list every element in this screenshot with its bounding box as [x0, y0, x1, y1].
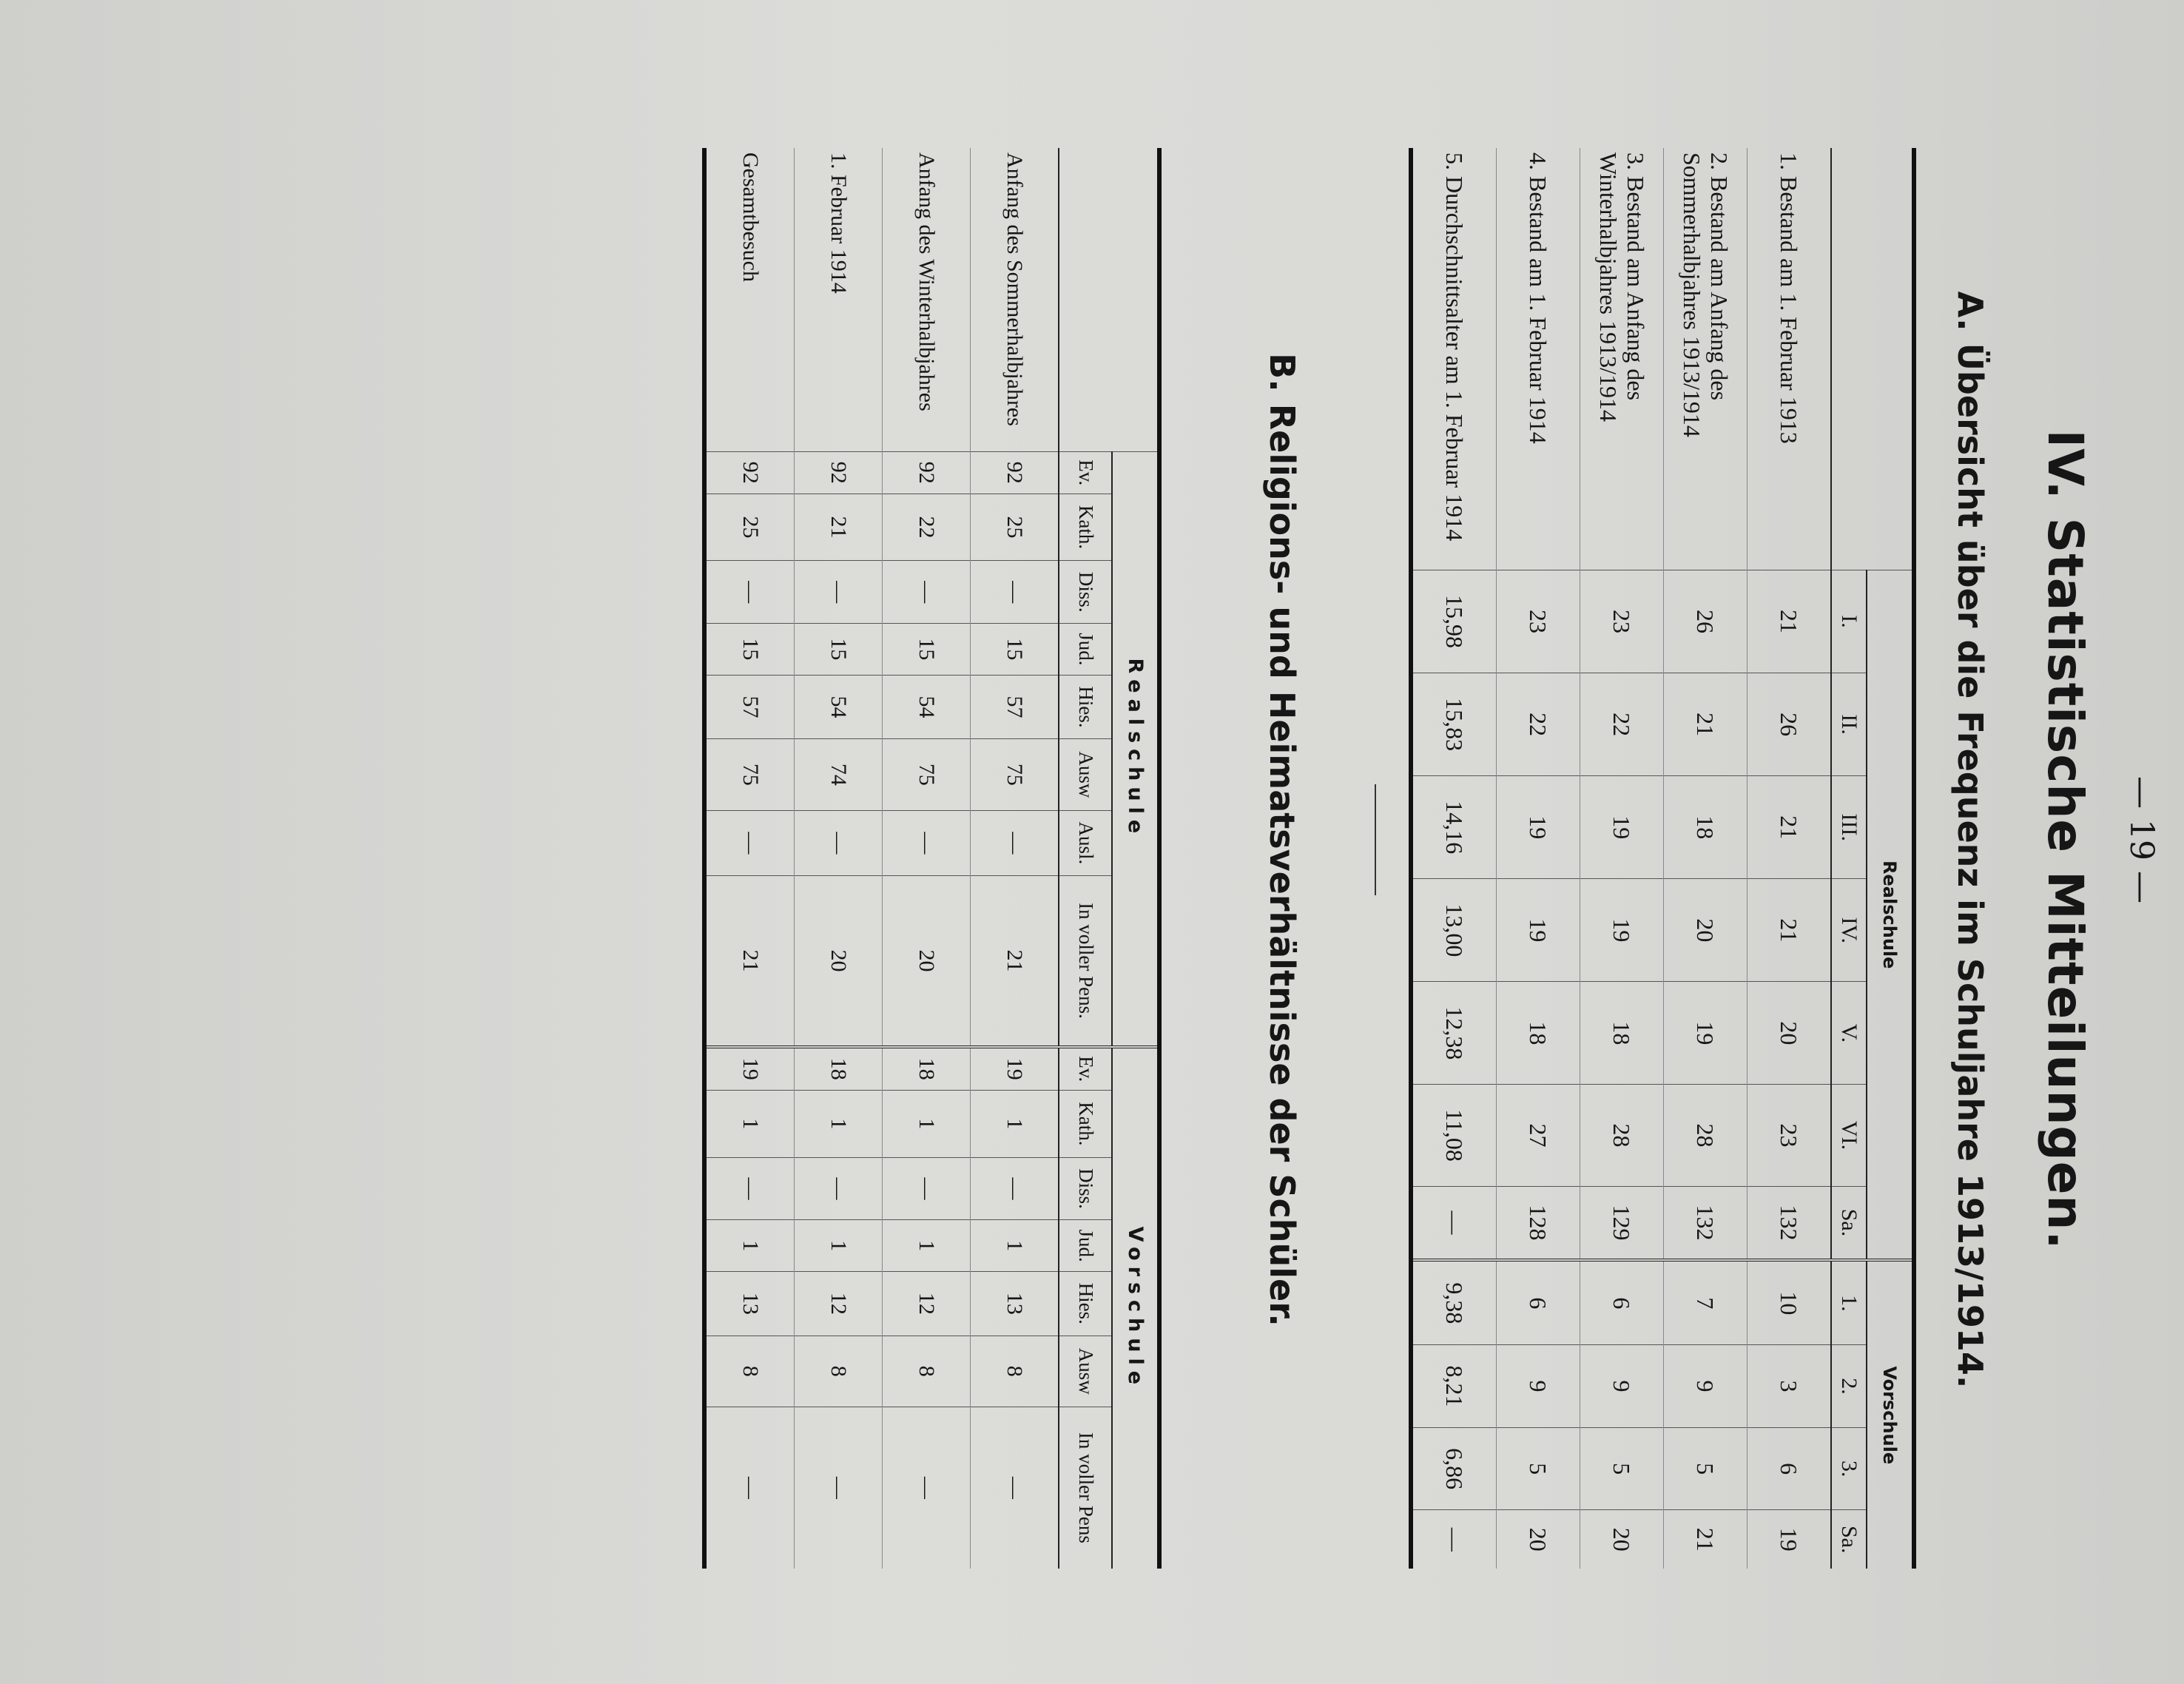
table-cell: 15,83 [1411, 673, 1497, 776]
table-cell: 21 [1747, 570, 1832, 673]
row-label: 5. Durchschnittsalter am 1. Februar 1914 [1411, 148, 1497, 570]
table-cell: 1 [971, 1090, 1059, 1157]
section-a-heading: A. Übersicht über die Frequenz im Schuljahre 1913/1914. [1950, 291, 1990, 1389]
table-cell: 22 [883, 494, 971, 561]
table-cell: 21 [1747, 879, 1832, 982]
table-cell: 6 [1747, 1427, 1832, 1510]
group-vorschule: Vorschule [1867, 1260, 1914, 1569]
table-cell: 13,00 [1411, 879, 1497, 982]
table-cell: 8,21 [1411, 1345, 1497, 1428]
table-cell: 19 [1580, 776, 1664, 879]
table-cell: 20 [795, 876, 883, 1047]
table-cell: 54 [795, 675, 883, 739]
table-cell: 92 [971, 452, 1059, 494]
table-cell: 1 [795, 1220, 883, 1272]
table-row [704, 148, 795, 1569]
table-cell: 20 [1497, 1510, 1580, 1569]
col-header: In voller Pens. [1059, 876, 1112, 1047]
col-header: Kath. [1059, 494, 1112, 561]
table-cell: 21 [704, 876, 795, 1047]
table-cell: 7 [1664, 1260, 1747, 1344]
table-row [1747, 148, 1832, 1569]
col-header: Ev. [1059, 452, 1112, 494]
table-cell: 19 [1497, 776, 1580, 879]
row-label: Anfang des Winterhalbjahres [883, 148, 971, 452]
table-cell: 13 [704, 1272, 795, 1336]
table-cell: 19 [1664, 982, 1747, 1085]
table-cell: 132 [1664, 1186, 1747, 1260]
table-row [883, 148, 971, 1569]
table-cell: 18 [1664, 776, 1747, 879]
table-cell: 25 [971, 494, 1059, 561]
col-header: Ausl. [1059, 810, 1112, 876]
table-cell: 20 [1747, 982, 1832, 1085]
row-label: 4. Bestand am 1. Februar 1914 [1497, 148, 1580, 570]
table-cell: 57 [971, 675, 1059, 739]
table-cell: — [704, 1407, 795, 1569]
table-cell: 19 [971, 1047, 1059, 1091]
table-cell: 28 [1580, 1085, 1664, 1186]
table-cell: — [883, 561, 971, 624]
table-cell: 27 [1497, 1085, 1580, 1186]
table-cell: 12 [883, 1272, 971, 1336]
table-cell: 22 [1497, 673, 1580, 776]
table-cell: 1 [795, 1090, 883, 1157]
table-cell: 22 [1580, 673, 1664, 776]
table-cell: 92 [795, 452, 883, 494]
row-label: 3. Bestand am Anfang des Winterhalbjahres 1913/1914 [1580, 148, 1664, 570]
row-label: 1. Bestand am 1. Februar 1913 [1747, 148, 1832, 570]
table-cell: 5 [1580, 1427, 1664, 1510]
table-cell: 8 [883, 1336, 971, 1407]
table-cell: 74 [795, 739, 883, 810]
table-cell: 13 [971, 1272, 1059, 1336]
table-cell: — [795, 1157, 883, 1220]
religion-table-body [704, 148, 1059, 1569]
table-cell: 9 [1664, 1345, 1747, 1428]
frequency-table [1409, 148, 1916, 1569]
table-cell: 6,86 [1411, 1427, 1497, 1510]
col-header: Ausw [1059, 739, 1112, 810]
table-cell: — [883, 1407, 971, 1569]
table-cell: 18 [883, 1047, 971, 1091]
table-row [1497, 148, 1580, 1569]
table-row [795, 148, 883, 1569]
table-cell: 132 [1747, 1186, 1832, 1260]
table-cell: 57 [704, 675, 795, 739]
table-cell: 19 [704, 1047, 795, 1091]
table-cell: 18 [795, 1047, 883, 1091]
page-number: — 19 — [2123, 776, 2160, 903]
col-header: Diss. [1059, 561, 1112, 624]
table-cell: 9,38 [1411, 1260, 1497, 1344]
table-cell: 15 [795, 623, 883, 675]
table-cell: — [1411, 1186, 1497, 1260]
table-cell: 3 [1747, 1345, 1832, 1428]
table-row [971, 148, 1059, 1569]
table-cell: 15,98 [1411, 570, 1497, 673]
table-cell: 19 [1497, 879, 1580, 982]
group-realschule: Realschule [1112, 452, 1159, 1047]
table-cell: 5 [1664, 1427, 1747, 1510]
table-cell: — [971, 810, 1059, 876]
col-header: I. [1831, 570, 1867, 673]
col-header: VI. [1831, 1085, 1867, 1186]
table-cell: 19 [1580, 879, 1664, 982]
table-cell: 26 [1664, 570, 1747, 673]
group-vorschule: Vorschule [1112, 1047, 1159, 1569]
table-cell: 6 [1497, 1260, 1580, 1344]
table-cell: — [883, 810, 971, 876]
table-cell: — [795, 810, 883, 876]
table-cell: 21 [1664, 673, 1747, 776]
table-cell: 8 [704, 1336, 795, 1407]
label-header [1059, 148, 1159, 452]
table-cell: 1 [704, 1090, 795, 1157]
table-cell: 9 [1580, 1345, 1664, 1428]
table-cell: — [971, 1407, 1059, 1569]
label-header [1831, 148, 1914, 570]
table-cell: 5 [1497, 1427, 1580, 1510]
table-cell: — [883, 1157, 971, 1220]
col-header: III. [1831, 776, 1867, 879]
table-cell: 23 [1497, 570, 1580, 673]
table-cell: 11,08 [1411, 1085, 1497, 1186]
table-cell: 6 [1580, 1260, 1664, 1344]
row-label: Anfang des Sommerhalbjahres [971, 148, 1059, 452]
table-cell: 92 [704, 452, 795, 494]
table-cell: — [704, 561, 795, 624]
table-cell: 21 [795, 494, 883, 561]
table-cell: 10 [1747, 1260, 1832, 1344]
col-header: Jud. [1059, 623, 1112, 675]
table-cell: 1 [971, 1220, 1059, 1272]
row-label: 1. Februar 1914 [795, 148, 883, 452]
table-cell: 21 [971, 876, 1059, 1047]
table-cell: — [971, 561, 1059, 624]
frequency-table-body [1411, 148, 1831, 1569]
col-header: Jud. [1059, 1220, 1112, 1272]
table-cell: 18 [1580, 982, 1664, 1085]
table-cell: 129 [1580, 1186, 1664, 1260]
col-header: 2. [1831, 1345, 1867, 1428]
row-label: 2. Bestand am Anfang des Sommerhalbjahres 1913/1914 [1664, 148, 1747, 570]
page-title: IV. Statistische Mitteilungen. [2037, 429, 2094, 1250]
col-header: In voller Pens [1059, 1407, 1112, 1569]
table-cell: 1 [883, 1220, 971, 1272]
table-cell: — [971, 1157, 1059, 1220]
table-cell: 15 [883, 623, 971, 675]
table-row [1664, 148, 1747, 1569]
table-cell: 75 [971, 739, 1059, 810]
row-label: Gesamtbesuch [704, 148, 795, 452]
table-cell: 21 [1747, 776, 1832, 879]
col-header: Ev. [1059, 1047, 1112, 1091]
table-cell: 23 [1580, 570, 1664, 673]
table-cell: 21 [1664, 1510, 1747, 1569]
table-cell: 28 [1664, 1085, 1747, 1186]
rotated-page [207, 44, 2175, 1635]
col-header: 3. [1831, 1427, 1867, 1510]
table-cell: 26 [1747, 673, 1832, 776]
table-cell: 18 [1497, 982, 1580, 1085]
col-header: IV. [1831, 879, 1867, 982]
group-realschule: Realschule [1867, 570, 1914, 1261]
table-cell: — [795, 1407, 883, 1569]
col-header: Diss. [1059, 1157, 1112, 1220]
col-header: 1. [1831, 1260, 1867, 1344]
table-cell: 54 [883, 675, 971, 739]
table-cell: 15 [971, 623, 1059, 675]
table-row [1411, 148, 1497, 1569]
table-cell: 20 [1580, 1510, 1664, 1569]
table-cell: 9 [1497, 1345, 1580, 1428]
col-header: Ausw [1059, 1336, 1112, 1407]
col-header: Sa. [1831, 1186, 1867, 1260]
table-cell: 128 [1497, 1186, 1580, 1260]
table-cell: 23 [1747, 1085, 1832, 1186]
col-header: Sa. [1831, 1510, 1867, 1569]
table-row [1580, 148, 1664, 1569]
table-cell: 12 [795, 1272, 883, 1336]
col-header: Hies. [1059, 1272, 1112, 1336]
table-cell: — [704, 810, 795, 876]
col-header: II. [1831, 673, 1867, 776]
table-cell: 75 [883, 739, 971, 810]
table-cell: 25 [704, 494, 795, 561]
table-cell: 19 [1747, 1510, 1832, 1569]
col-header: Hies. [1059, 675, 1112, 739]
table-cell: 14,16 [1411, 776, 1497, 879]
divider [1375, 784, 1376, 895]
col-header: V. [1831, 982, 1867, 1085]
religion-table [702, 148, 1162, 1569]
table-cell: 1 [883, 1090, 971, 1157]
table-cell: — [1411, 1510, 1497, 1569]
table-cell: 20 [883, 876, 971, 1047]
table-cell: 20 [1664, 879, 1747, 982]
table-cell: 15 [704, 623, 795, 675]
table-cell: 8 [795, 1336, 883, 1407]
table-cell: 12,38 [1411, 982, 1497, 1085]
table-cell: 8 [971, 1336, 1059, 1407]
table-cell: 75 [704, 739, 795, 810]
table-cell: — [704, 1157, 795, 1220]
col-header: Kath. [1059, 1090, 1112, 1157]
section-b-heading: B. Religions- und Heimatsverhältnisse der Schüler. [1262, 353, 1302, 1327]
table-cell: — [795, 561, 883, 624]
table-cell: 1 [704, 1220, 795, 1272]
table-cell: 92 [883, 452, 971, 494]
